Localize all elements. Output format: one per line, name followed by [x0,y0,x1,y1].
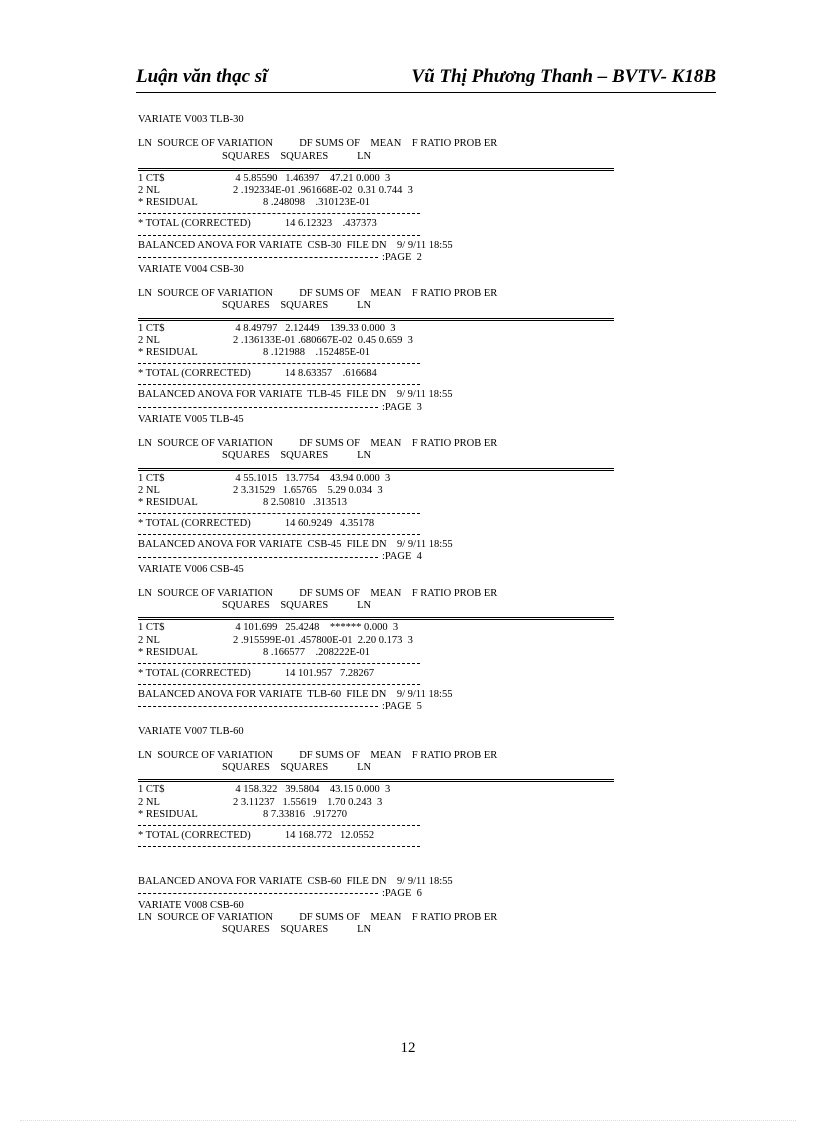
page-marker-line [138,701,658,713]
table-header: LN SOURCE OF VARIATION DF SUMS OF MEAN F RATIO PROB ER [138,588,498,599]
table-header: LN SOURCE OF VARIATION DF SUMS OF MEAN F RATIO PROB ER [138,750,498,762]
dashed-rule [138,663,420,664]
variate-title: VARIATE V008 CSB-60 [138,899,244,911]
page-marker: :PAGE 5 [382,701,422,713]
page-marker-line [138,402,658,414]
dashed-rule [138,825,420,826]
page-marker-line [138,551,658,563]
total-row: * TOTAL (CORRECTED) 14 101.957 7.28267 [138,667,375,679]
table-row: * RESIDUAL 8 7.33816 .917270 [138,808,348,820]
double-rule [138,617,614,620]
header-underline [136,92,716,93]
table-subheader: SQUARES SQUARES LN [138,150,372,162]
table-row: * RESIDUAL 8 2.50810 .313513 [138,496,348,508]
double-rule [138,168,614,171]
balanced-anova-line: BALANCED ANOVA FOR VARIATE TLB-45 FILE DN 9/ 9/11 18:55 [138,389,453,401]
header-thesis-label: Luận văn thạc sĩ [136,66,268,87]
dashed-rule [138,384,420,385]
table-header: LN SOURCE OF VARIATION DF SUMS OF MEAN F RATIO PROB ER [138,438,498,450]
page-marker: :PAGE 2 [382,251,422,263]
table-row: * RESIDUAL 8 .166577 .208222E-01 [138,646,371,658]
table-row: * RESIDUAL 8 .248098 .310123E-01 [138,197,371,209]
variate-title: VARIATE V003 TLB-30 [138,114,244,125]
dashed-rule [138,235,420,236]
total-row: * TOTAL (CORRECTED) 14 60.9249 4.35178 [138,518,375,530]
table-row: 2 NL 2 .915599E-01 .457800E-01 2.20 0.173 3 [138,634,413,646]
table-row: 2 NL 2 .136133E-01 .680667E-02 0.45 0.659 3 [138,334,413,346]
table-subheader: SQUARES SQUARES LN [138,600,372,612]
table-subheader: SQUARES SQUARES LN [138,450,372,462]
double-rule [138,779,614,782]
dashed-rule [138,846,420,847]
table-row: 1 CT$ 4 8.49797 2.12449 139.33 0.000 3 [138,322,396,334]
dashed-rule [138,534,420,535]
page-number: 12 [400,1040,416,1056]
balanced-anova-line: BALANCED ANOVA FOR VARIATE CSB-60 FILE DN 9/ 9/11 18:55 [138,875,453,887]
total-row: * TOTAL (CORRECTED) 14 6.12323 .437373 [138,218,377,230]
table-header: LN SOURCE OF VARIATION DF SUMS OF MEAN F RATIO PROB ER [138,138,498,150]
double-rule [138,318,614,321]
table-row: * RESIDUAL 8 .121988 .152485E-01 [138,347,371,358]
page-marker: :PAGE 3 [382,401,422,413]
table-row: 2 NL 2 3.11237 1.55619 1.70 0.243 3 [138,796,383,808]
balanced-anova-line: BALANCED ANOVA FOR VARIATE CSB-30 FILE DN 9/ 9/11 18:55 [138,239,453,251]
variate-title: VARIATE V006 CSB-45 [138,563,244,575]
table-header: LN SOURCE OF VARIATION DF SUMS OF MEAN F RATIO PROB ER [138,912,498,924]
page-marker-line [138,252,658,264]
table-row: 2 NL 2 3.31529 1.65765 5.29 0.034 3 [138,484,383,496]
table-row: 1 CT$ 4 101.699 25.4248 ****** 0.000 3 [138,622,399,634]
variate-title: VARIATE V007 TLB-60 [138,725,244,737]
dashed-rule [138,513,420,514]
table-subheader: SQUARES SQUARES LN [138,300,372,312]
table-row: 1 CT$ 4 158.322 39.5804 43.15 0.000 3 [138,784,391,796]
anova-output [138,114,658,937]
dashed-rule [138,213,420,214]
balanced-anova-line: BALANCED ANOVA FOR VARIATE CSB-45 FILE DN 9/ 9/11 18:55 [138,539,453,551]
page-marker: :PAGE 6 [382,887,422,899]
table-subheader: SQUARES SQUARES LN [138,762,372,774]
table-subheader: SQUARES SQUARES LN [138,924,372,936]
dashed-rule [138,363,420,364]
table-row: 2 NL 2 .192334E-01 .961668E-02 0.31 0.744 3 [138,184,413,196]
header-author: Vũ Thị Phương Thanh – BVTV- K18B [411,66,716,87]
table-header: LN SOURCE OF VARIATION DF SUMS OF MEAN F RATIO PROB ER [138,288,498,300]
running-header [136,66,716,92]
page-marker-line [138,888,658,900]
variate-title: VARIATE V005 TLB-45 [138,413,244,425]
total-row: * TOTAL (CORRECTED) 14 168.772 12.0552 [138,830,375,841]
footer-dotted-line [20,1120,796,1121]
page-marker: :PAGE 4 [382,551,422,563]
table-row: 1 CT$ 4 55.1015 13.7754 43.94 0.000 3 [138,472,391,484]
table-row: 1 CT$ 4 5.85590 1.46397 47.21 0.000 3 [138,172,391,184]
balanced-anova-line: BALANCED ANOVA FOR VARIATE TLB-60 FILE DN 9/ 9/11 18:55 [138,689,453,701]
variate-title: VARIATE V004 CSB-30 [138,263,244,275]
total-row: * TOTAL (CORRECTED) 14 8.63357 .616684 [138,368,377,380]
dashed-rule [138,684,420,685]
double-rule [138,468,614,471]
